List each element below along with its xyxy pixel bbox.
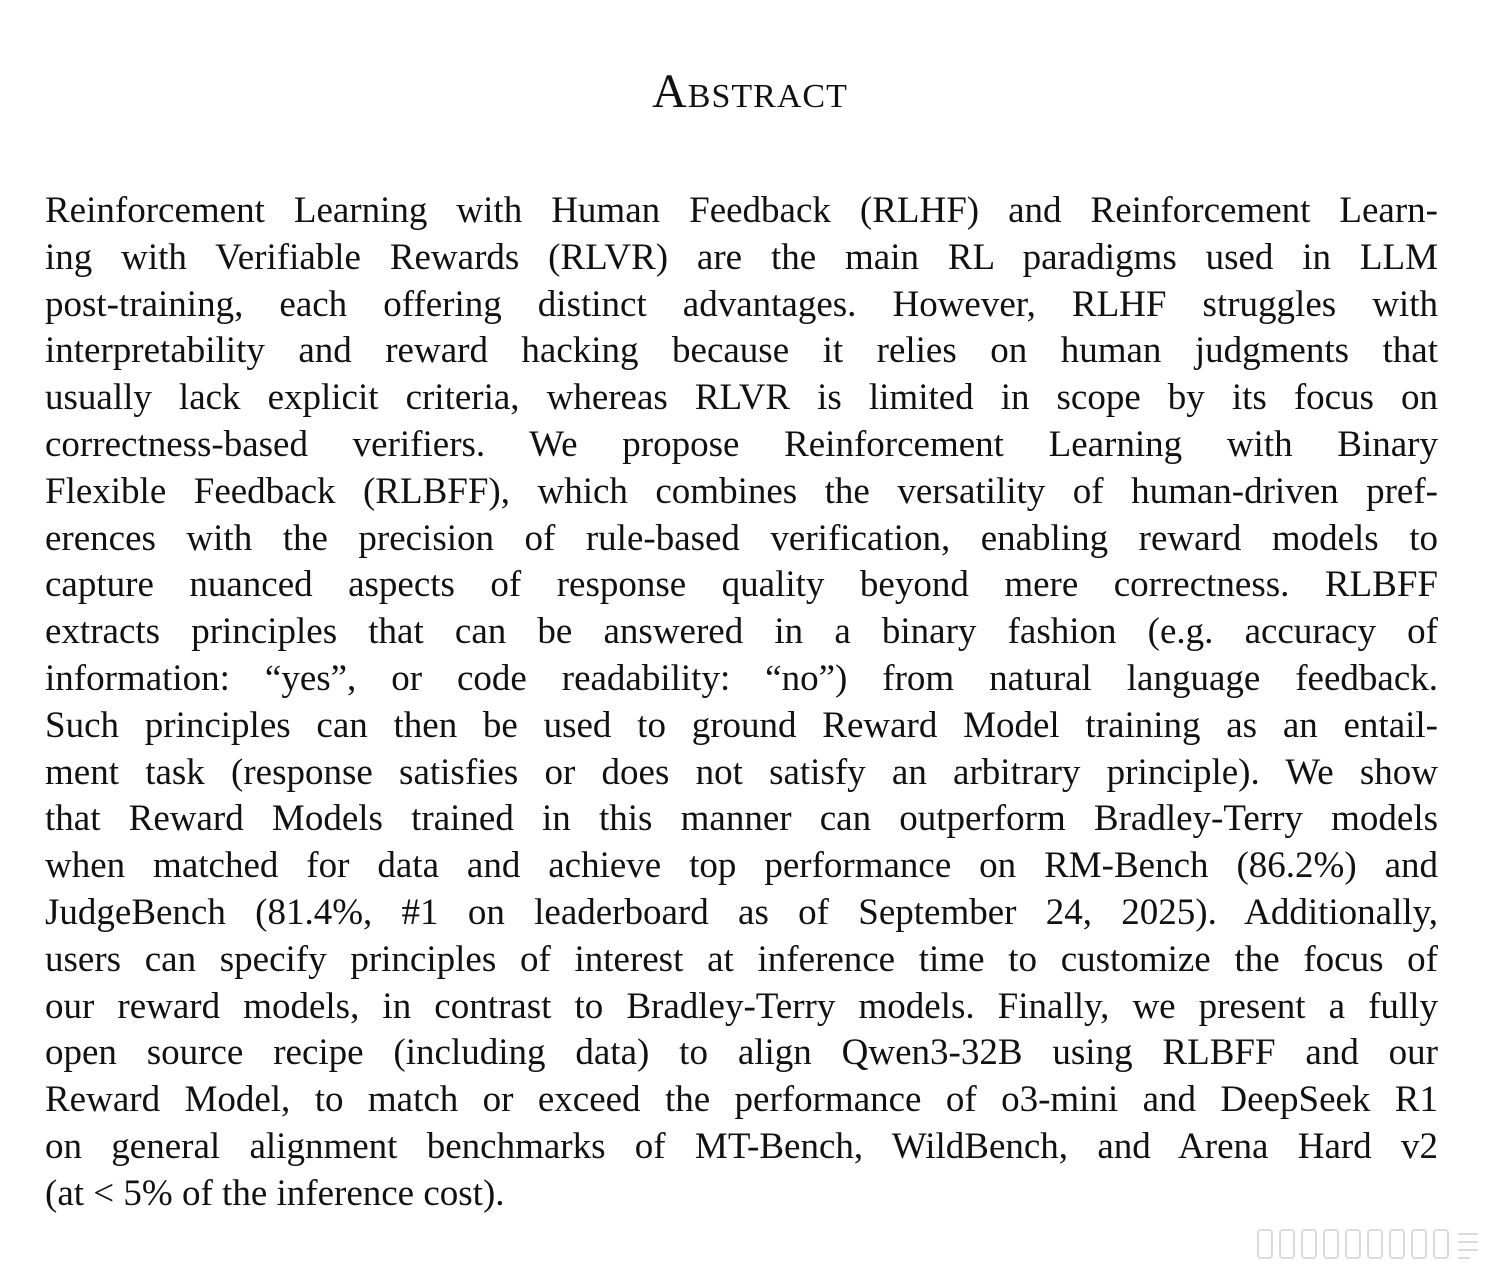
abstract-line: correctness-based verifiers. We propose Reinforcement Learning with Binary <box>45 423 1438 465</box>
abstract-line: ment task (response satisfies or does not satisfy an arbitrary principle). We show <box>45 751 1438 793</box>
abstract-line: on general alignment benchmarks of MT-Bench, WildBench, and Arena Hard v2 <box>45 1125 1438 1167</box>
abstract-line: users can specify principles of interest at inference time to customize the focus of <box>45 938 1438 980</box>
abstract-heading: Abstract <box>652 65 848 118</box>
abstract-line: extracts principles that can be answered in a binary fashion (e.g. accuracy of <box>45 611 1438 653</box>
abstract-line: usually lack explicit criteria, whereas RLVR is limited in scope by its focus on <box>45 377 1438 419</box>
abstract-line: capture nuanced aspects of response quality beyond mere correctness. RLBFF <box>45 564 1438 606</box>
abstract-line: that Reward Models trained in this manner can outperform Bradley-Terry models <box>45 798 1438 840</box>
abstract-line: Such principles can then be used to ground Reward Model training as an entail- <box>45 704 1438 746</box>
abstract-body <box>45 188 1438 1218</box>
watermark-icon <box>1254 1224 1484 1264</box>
abstract-line: ing with Verifiable Rewards (RLVR) are the main RL paradigms used in LLM <box>45 236 1438 278</box>
abstract-line: our reward models, in contrast to Bradley-Terry models. Finally, we present a fully <box>45 985 1438 1027</box>
abstract-line: Flexible Feedback (RLBFF), which combines the versatility of human-driven pref- <box>45 470 1438 512</box>
abstract-line: Reinforcement Learning with Human Feedback (RLHF) and Reinforcement Learn- <box>45 190 1438 231</box>
abstract-line: JudgeBench (81.4%, #1 on leaderboard as of September 24, 2025). Additionally, <box>45 891 1438 933</box>
abstract-line: when matched for data and achieve top performance on RM-Bench (86.2%) and <box>45 845 1438 887</box>
abstract-line: (at < 5% of the inference cost). <box>45 1172 505 1214</box>
abstract-line: erences with the precision of rule-based verification, enabling reward models to <box>45 517 1438 559</box>
abstract-line: Reward Model, to match or exceed the performance of o3-mini and DeepSeek R1 <box>45 1079 1438 1121</box>
abstract-line: interpretability and reward hacking because it relies on human judgments that <box>45 330 1438 372</box>
abstract-line: open source recipe (including data) to align Qwen3-32B using RLBFF and our <box>45 1032 1438 1074</box>
abstract-line: information: “yes”, or code readability: “no”) from natural language feedback. <box>45 657 1438 699</box>
abstract-line: post-training, each offering distinct advantages. However, RLHF struggles with <box>45 283 1438 325</box>
